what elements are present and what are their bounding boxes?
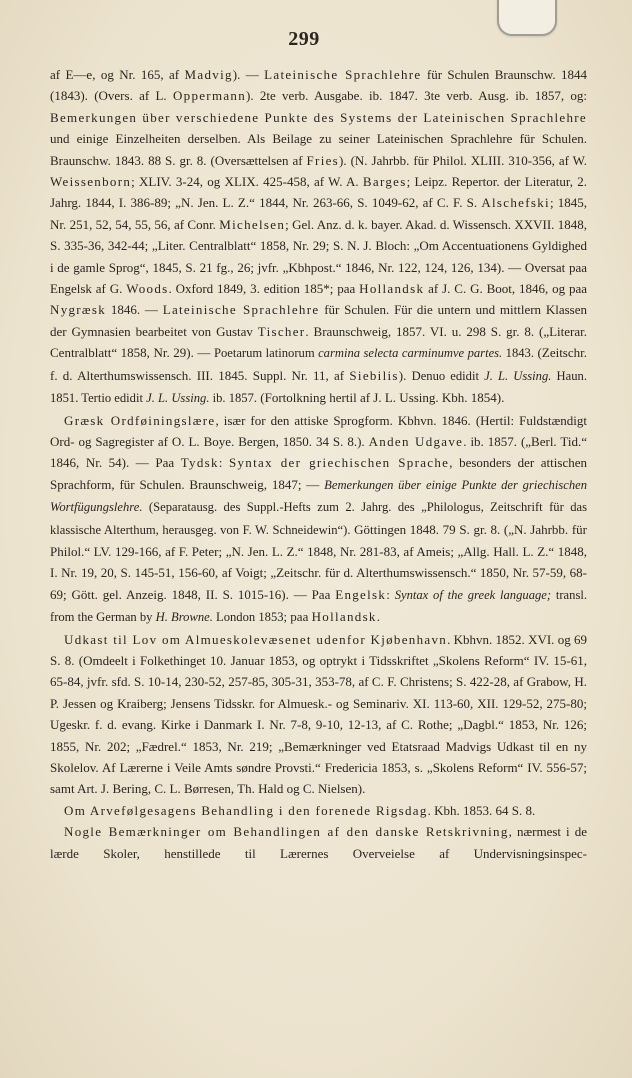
text-run: ; Leipz. Repertor. der Literatur, 2. Jahrg. 1844, I. 386-89; „N. Jen. L. Z.“ 1844, Nr. 263-66, S. 1049-62, af C. F. S. (50, 174, 587, 211)
text-run: ; 1845, Nr. 251, 52, 54, 55, 56, af Conr. (50, 195, 587, 232)
emphasized-run: Hollandsk (359, 281, 425, 297)
text-run: , besonders der attischen Sprachform, für Schulen. Braunschweig, 1847; — (50, 455, 587, 492)
text-run: 1846. — (106, 302, 163, 318)
emphasized-run: Tischer (257, 323, 306, 339)
text-run: . Braunschweig, 1857. VI. u. 298 S. gr. 8. („Literar. Centralblatt“ 1858, Nr. 29). — (50, 323, 587, 361)
text-run: und einige Einzelheiten derselben. Als Beilage zu seiner Lateinischen Sprachlehre für Schulen. Braunschw. 1843. 88 S. gr. 8. (Oversættelsen af (50, 131, 587, 168)
italic-run: Bemerkungen über einige Punkte der griechischen Wortfügungslehre. (50, 477, 588, 515)
text-run: ). (398, 367, 412, 383)
emphasized-run: Fries (306, 152, 340, 168)
emphasized-run: Madvig (184, 67, 233, 82)
emphasized-run: Barges (362, 174, 407, 190)
text-run: . Kbh. 1853. 64 S. 8. (427, 802, 536, 818)
emphasized-run: Nogle Bemærkninger om Behandlingen af den danske Retskrivning (64, 824, 509, 840)
text-run: ). (N. Jahrbb. für Philol. XLIII. 310-356, af W. (339, 152, 587, 168)
emphasized-run: Græsk Ordføiningslære (64, 412, 216, 428)
entry-paragraph-succession (50, 800, 587, 821)
text-run: , især for den attiske Sprogform. Kbhvn. 1846. (Hertil: Fuldstændigt Ord- og Sagregister af O. L. Boye. Bergen, 1850. 34 S. 8.). (50, 412, 588, 449)
emphasized-run: Anden Udgave (368, 433, 464, 449)
text-run: : (218, 455, 229, 471)
bibliography-text (50, 64, 587, 864)
emphasized-run: Weissenborn (50, 174, 132, 190)
text-run: . ib. 1857. („Berl. Tid.“ 1846, Nr. 54). — Paa (50, 433, 588, 471)
text-run: Göttingen 1848. 79 S. gr. 8. („N. Jahrbb. für Philol.“ LV. 129-166, af F. Peter; „N. Jen. L. Z.“ 1848, Nr. 281-83, af Ameis; „Allg. Hall. L. Z.“ 1848, I. Nr. 19, 20, S. 145-51, 156-60, af Voigt; „Zeitschr. für d. Alterthumswissensch.“ 1850, Nr. 57-59, 68-69; Gött. gel. Anzeig. 1848, II. S. 1015-16). — Paa (50, 521, 587, 602)
text-run: ; Gel. Anz. d. k. bayer. Akad. d. Wissensch. XXVII. 1848, S. 335-36, 342-44; „Liter. Centralblatt“ 1858, Nr. 29; S. N. J. Bloch: „Om Accentuationens Gyldighed i de gamle Sprog“, 1845, S. 21 fg., 26; jvfr. „Kbhpost.“ 1846, Nr. 122, 124, 126, 134). — Oversat paa Engelsk af G. (50, 216, 587, 297)
antiqua-run: transl. from the German by (50, 587, 587, 625)
emphasized-run: Syntax der griechischen Sprache (228, 455, 450, 471)
text-run: . Kbhvn. 1852. XVI. og 69 S. 8. (Omdeelt i Folkethinget 10. Januar 1853, og optrykt i Tidsskriftet „Skolens Reform“ IV. 15-61, 65-84, jvfr. sfd. S. 10-14, 230-52, 257-85, 305-31, 353-78, af C. F. Christens; S. 422-28, af Grabow, H. P. Jessen og Kraiberg; Jensens Tidsskr. for Almuesk.- og Seminariv. XI. 113-60, XII. 129-52, 275-80; Ugeskr. f. d. evang. Kirke i Danmark I. Nr. 7-8, 9-10, 12-13, af C. Rothe; „Dagbl.“ 1853, Nr. 126; 1855, Nr. 202; „Fædrel.“ 1853, Nr. 219; „Bemærkninger ved Etatsraad Madvigs Udkast til en ny Skolelov. Af Lærerne i Veile Amts søndre Provsti.“ Fredericia 1853, s. „Skolens Reform“ IV. 556-57; samt Art. J. Bering, C. L. Børresen, Th. Hald og C. Nielsen). (50, 631, 587, 797)
entry-paragraph-greek-syntax (50, 410, 587, 629)
emphasized-run: Siebilis (349, 367, 399, 383)
text-run: af J. C. G. Boot, 1846, og paa (424, 281, 587, 297)
emphasized-run: Om Arvefølgesagens Behandling i den forenede Rigsdag (64, 802, 428, 818)
text-run: für Schulen Braunschw. 1844 (1843). (Overs. af L. (50, 67, 587, 104)
text-run: . (376, 609, 380, 625)
italic-run: H. Browne. (155, 610, 213, 625)
emphasized-run: Engelsk (335, 586, 387, 602)
antiqua-run: Denuo edidit (411, 368, 485, 383)
emphasized-run: Oppermann (172, 88, 247, 104)
entry-paragraph-school-law-draft (50, 629, 587, 800)
emphasized-run: Alschefski (481, 195, 550, 211)
italic-run: J. L. Ussing. (484, 368, 552, 383)
antiqua-run: ib. 1857. (209, 391, 258, 406)
antiqua-run: London 1853; (212, 610, 288, 625)
text-run: paa (287, 609, 312, 625)
text-run: für Schulen. Für die untern und mittlern Klassen der Gymnasien bearbeitet von Gustav (50, 302, 588, 339)
text-run: , nærmest i de lærde Skoler, henstillede til Lærernes Overveielse af Undervisningsinspec- (50, 824, 587, 861)
emphasized-run: Nygræsk (50, 302, 107, 318)
antiqua-run: (Separatausg. des Suppl.-Hefts zum 2. Jahrg. des „Philologus, Zeitschrift für das klassische Alterthum, herausgeg. von F. W. Schneidewin“). (50, 500, 587, 537)
emphasized-run: Lateinische Sprachlehre (264, 67, 422, 82)
text-run: af E—e, og Nr. 165, af (50, 67, 185, 82)
emphasized-run: Lateinische Sprachlehre (162, 302, 320, 318)
entry-continuation-paragraph (50, 64, 587, 410)
emphasized-run: Udkast til Lov om Almueskolevæsenet udenfor Kjøbenhavn (64, 631, 448, 647)
antiqua-run: 1843. (502, 346, 534, 361)
text-run: : (386, 586, 395, 602)
italic-run: Syntax of the greek language; (394, 587, 552, 602)
page-number: 299 (288, 28, 320, 50)
emphasized-run: Bemerkungen über verschiedene Punkte des Systems der Lateinischen Sprachlehre (50, 109, 587, 125)
italic-run: carmina selecta carminumve partes. (318, 346, 503, 361)
entry-paragraph-orthography (50, 821, 587, 864)
text-run: (Zeitschr. f. d. Alterthumswissensch. III. 1845. Suppl. Nr. 11, af (50, 345, 587, 383)
antiqua-run: Poetarum latinorum (213, 346, 319, 361)
emphasized-run: Tydsk (180, 455, 219, 471)
text-run: ). 2te verb. Ausgabe. ib. 1847. 3te verb. Ausg. ib. 1857, og: (246, 88, 587, 104)
italic-run: J. L. Ussing. (146, 391, 210, 406)
text-run: (Fortolkning hertil af J. L. Ussing. Kbh. 1854). (257, 390, 505, 406)
antiqua-run: Haun. 1851. Tertio edidit (50, 368, 587, 406)
emphasized-run: Hollandsk (311, 609, 377, 625)
text-run: ; XLIV. 3-24, og XLIX. 425-458, af W. A. (131, 174, 363, 190)
emphasized-run: Michelsen (219, 216, 286, 232)
text-run: . Oxford 1849, 3. edition 185*; paa (168, 281, 360, 297)
text-run: ). — (232, 67, 265, 82)
emphasized-run: Woods (126, 281, 169, 297)
